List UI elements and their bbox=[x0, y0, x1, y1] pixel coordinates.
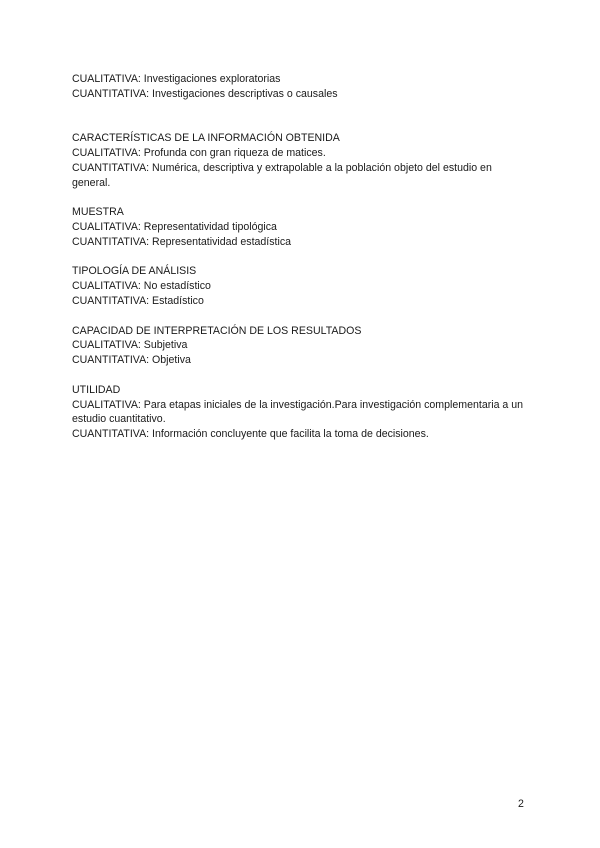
section-cuantitativa: CUANTITATIVA: Información concluyente que facilita la toma de decisiones. bbox=[72, 428, 429, 441]
section-heading: TIPOLOGÍA DE ANÁLISIS bbox=[72, 265, 197, 278]
section-capacidad bbox=[72, 324, 528, 368]
spacer bbox=[72, 250, 528, 265]
intro-block bbox=[72, 72, 528, 102]
section-cualitativa: CUALITATIVA: Subjetiva bbox=[72, 339, 188, 352]
spacer bbox=[72, 309, 528, 324]
section-cualitativa: CUALITATIVA: Para etapas iniciales de la investigación.Para investigación complementaria a un estudio cuantitativo. bbox=[72, 398, 524, 426]
spacer bbox=[72, 190, 528, 205]
section-cuantitativa: CUANTITATIVA: Objetiva bbox=[72, 354, 191, 367]
intro-cuantitativa: CUANTITATIVA: Investigaciones descriptivas o causales bbox=[72, 87, 338, 100]
section-caracteristicas bbox=[72, 131, 528, 190]
document-body bbox=[72, 72, 528, 442]
page-number: 2 bbox=[518, 798, 524, 810]
section-cuantitativa: CUANTITATIVA: Representatividad estadística bbox=[72, 235, 292, 248]
section-muestra bbox=[72, 205, 528, 249]
section-tipologia bbox=[72, 264, 528, 308]
section-utilidad bbox=[72, 383, 528, 442]
section-heading: CARACTERÍSTICAS DE LA INFORMACIÓN OBTENIDA bbox=[72, 132, 340, 145]
spacer bbox=[72, 102, 528, 132]
section-cualitativa: CUALITATIVA: No estadístico bbox=[72, 280, 211, 293]
spacer bbox=[72, 368, 528, 383]
section-cuantitativa: CUANTITATIVA: Estadístico bbox=[72, 294, 204, 307]
section-cualitativa: CUALITATIVA: Profunda con gran riqueza de matices. bbox=[72, 146, 326, 159]
section-heading: MUESTRA bbox=[72, 206, 124, 219]
section-cuantitativa: CUANTITATIVA: Numérica, descriptiva y extrapolable a la población objeto del estudio en general. bbox=[72, 161, 492, 189]
section-heading: UTILIDAD bbox=[72, 383, 121, 396]
intro-cualitativa: CUALITATIVA: Investigaciones exploratorias bbox=[72, 73, 281, 85]
section-heading: CAPACIDAD DE INTERPRETACIÓN DE LOS RESULTADOS bbox=[72, 324, 362, 337]
section-cualitativa: CUALITATIVA: Representatividad tipológica bbox=[72, 220, 277, 233]
